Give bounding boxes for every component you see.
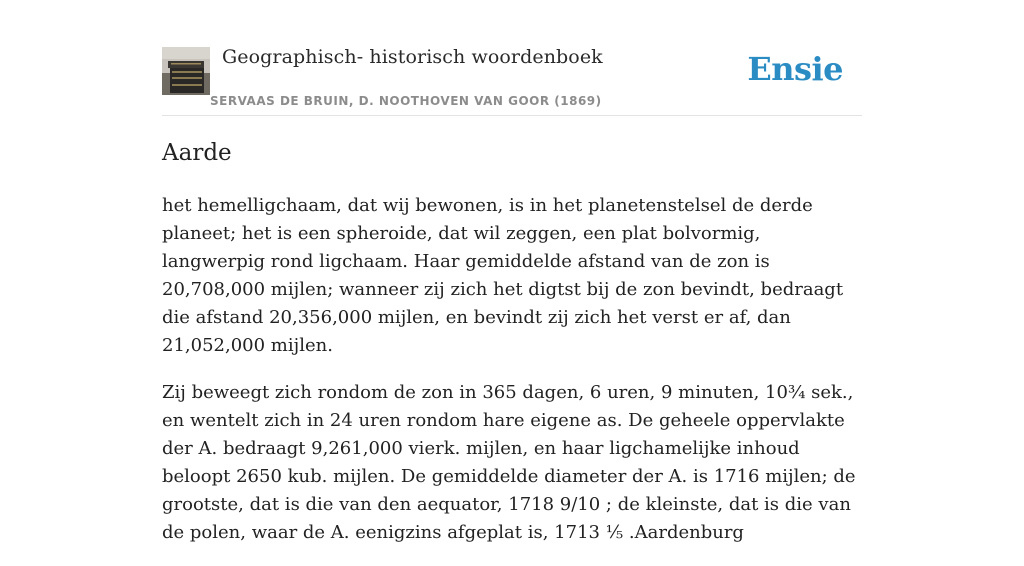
entry-paragraph-text: Zij beweegt zich rondom de zon in 365 dagen, 6 uren, 9 minuten, 10¾ sek., en wentelt zich in 24 uren rondom hare eigene as. De geheele oppervlakte der A. bedraagt 9,261,000 vierk. mijlen, en haar ligchamelijke inhoud beloopt 2650 kub. mijlen. De gemiddelde diameter der A. is 1716 mijlen; de grootste, dat is die van den aequator, 1718 9/10 ; de kleinste, dat is die van de polen, waar de A. eenigzins afgeplat is, 1713 ⅕ . — [162, 382, 856, 543]
entry-headword: Aarde — [162, 140, 232, 166]
content-container — [162, 0, 862, 543]
related-entry-link[interactable]: Aardenburg — [634, 522, 744, 543]
ensie-logo-link[interactable]: Ensie — [747, 50, 843, 88]
source-title[interactable]: Geographisch- historisch woordenboek — [222, 46, 603, 68]
source-avatar[interactable] — [162, 47, 210, 95]
source-header — [162, 0, 862, 116]
entry-body — [162, 192, 862, 566]
entry-paragraph: het hemelligchaam, dat wij bewonen, is in het planetenstelsel de derde planeet; het is een spheroide, dat wil zeggen, een plat bolvormig, langwerpig rond ligchaam. Haar gemiddelde afstand van de zon is 20,708,000 mijlen; wanneer zij zich het digtst bij de zon bevindt, bedraagt die afstand 20,356,000 mijlen, en bevindt zij zich het verst er af, dan 21,052,000 mijlen. — [162, 195, 844, 356]
book-spines-icon — [162, 47, 210, 95]
entry-paragraph — [162, 379, 862, 547]
source-authors: SERVAAS DE BRUIN, D. NOOTHOVEN VAN GOOR (1869) — [210, 94, 602, 108]
